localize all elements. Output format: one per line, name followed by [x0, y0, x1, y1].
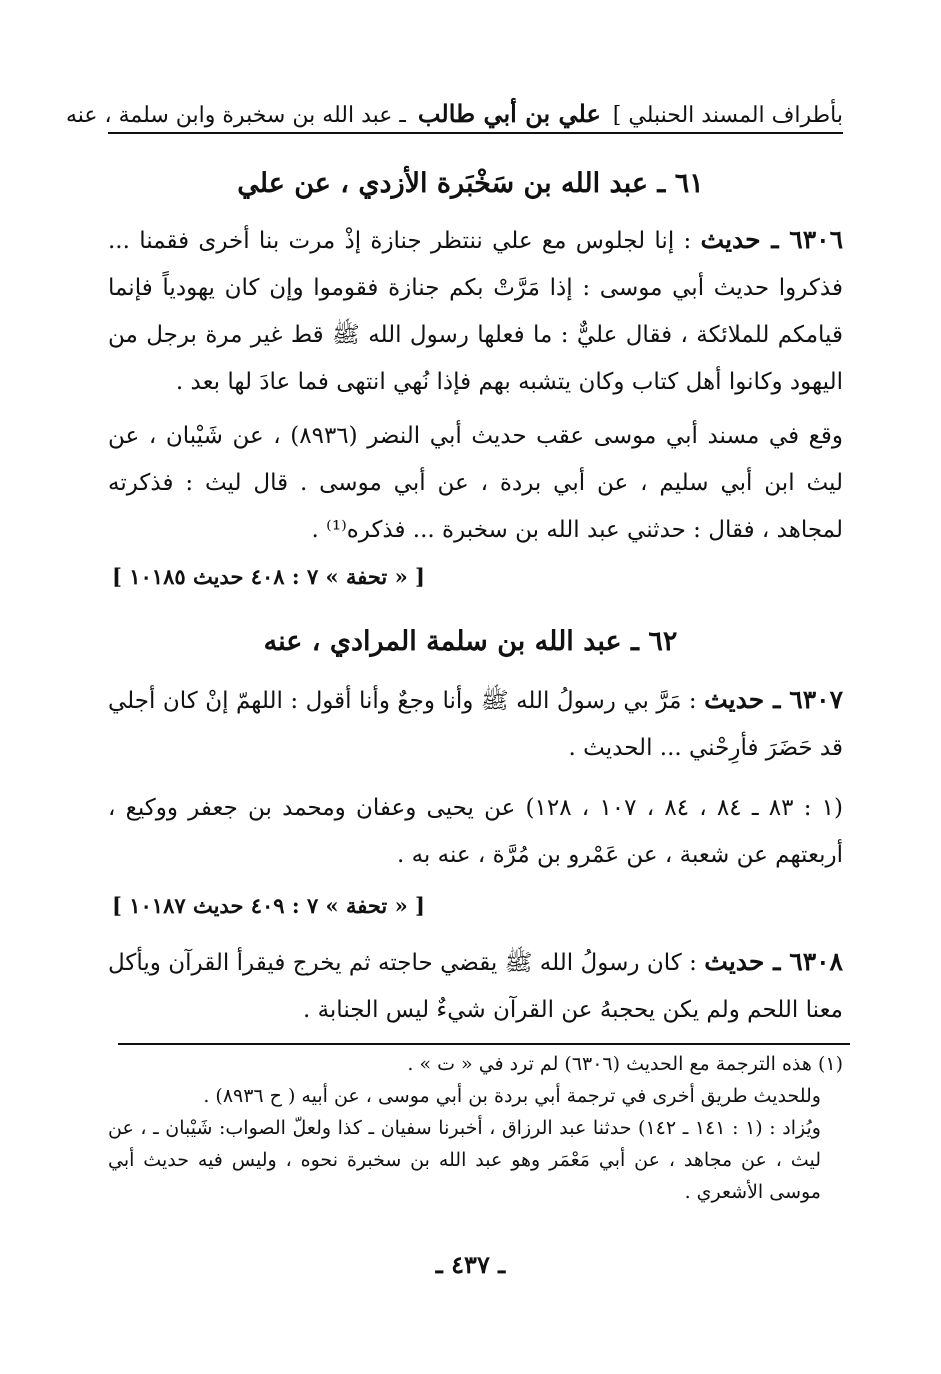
section-62-heading: ٦٢ ـ عبد الله بن سلمة المرادي ، عنه: [263, 626, 678, 657]
section-62-note: (١ : ٨٣ ـ ٨٤ ، ٨٤ ، ١٠٧ ، ١٢٨) عن يحيى وعفان ومحمد بن جعفر ووكيع ، أربعتهم عن شعبة ، عن عَمْرو بن مُرَّة ، عنه به .: [108, 795, 844, 868]
header-book-title: بأطراف المسند الحنبلي ]: [612, 103, 843, 128]
hadith-6306: [108, 216, 843, 406]
footnote-1-addition: ويُزاد : (١ : ١٤١ ـ ١٤٢) حدثنا عبد الرزاق ، أخبرنا سفيان ـ كذا ولعلّ الصواب: شَيْبان ـ ، عن ليث ، عن مجاهد ، عن أبي مَعْمَر وهو عبد الله بن سخبرة نحوه ، وليس فيه حديث أبي موسى الأشعري .: [108, 1117, 821, 1203]
hadith-6307-number: ٦٣٠٧ ـ حديث: [704, 685, 843, 714]
header-section: ـ عبد الله بن سخبرة وابن سلمة ، عنه: [65, 103, 406, 128]
hadith-6307: [108, 676, 843, 772]
hadith-6308: [108, 938, 843, 1034]
tuhfa-reference-61: [ « تحفة » ٧ : ٤٠٨ حديث ١٠١٨٥ ]: [112, 564, 425, 589]
page-number: ـ ٤٣٧ ـ: [435, 1250, 506, 1279]
header-companion: علي بن أبي طالب: [417, 99, 601, 128]
tuhfa-reference-62: [ « تحفة » ٧ : ٤٠٩ حديث ١٠١٨٧ ]: [112, 893, 425, 918]
footnote-1-continuation: وللحديث طريق أخرى في ترجمة أبي بردة بن أبي موسى ، عن أبيه ( ح ٨٩٣٦) .: [203, 1085, 821, 1107]
hadith-6308-number: ٦٣٠٨ ـ حديث: [704, 947, 843, 976]
running-header: [65, 88, 843, 134]
hadith-6306-number: ٦٣٠٦ ـ حديث: [700, 225, 843, 254]
footnote-rule: [118, 1043, 850, 1045]
hadith-6306-text: : إنا لجلوس مع علي ننتظر جنازة إذْ مرت بنا أخرى فقمنا ... فذكروا حديث أبي موسى : إذا مَرَّتْ بكم جنازة فقوموا وإن كان يهودياً فإنما قيامكم للملائكة ، فقال عليٌّ : ما فعلها رسول الله ﷺ قط غير مرة برجل من اليهود وكانوا أهل كتاب وكان يتشبه بهم فإذا نُهي انتهى فما عادَ لها بعد .: [108, 228, 843, 395]
footnote-1: (١) هذه الترجمة مع الحديث (٦٣٠٦) لم ترد في « ت » .: [407, 1053, 843, 1075]
hadith-6308-text: : كان رسولُ الله ﷺ يقضي حاجته ثم يخرج فيقرأ القرآن ويأكل معنا اللحم ولم يكن يحجبهُ عن القرآن شيءٌ ليس الجنابة .: [108, 950, 843, 1023]
section-61-note: وقع في مسند أبي موسى عقب حديث أبي النضر (٨٩٣٦) ، عن شَيْبان ، عن ليث ابن أبي سليم ، عن أبي بردة ، عن أبي موسى . قال ليث : فذكرته لمجاهد ، فقال : حدثني عبد الله بن سخبرة ... فذكره⁽¹⁾ .: [108, 423, 843, 543]
hadith-6307-text: : مَرَّ بي رسولُ الله ﷺ وأنا وجعٌ وأنا أقول : اللهمّ إنْ كان أجلي قد حَضَرَ فأرِحْني ... الحديث .: [108, 688, 843, 761]
section-61-heading: ٦١ ـ عبد الله بن سَخْبَرة الأزدي ، عن علي: [237, 168, 704, 199]
